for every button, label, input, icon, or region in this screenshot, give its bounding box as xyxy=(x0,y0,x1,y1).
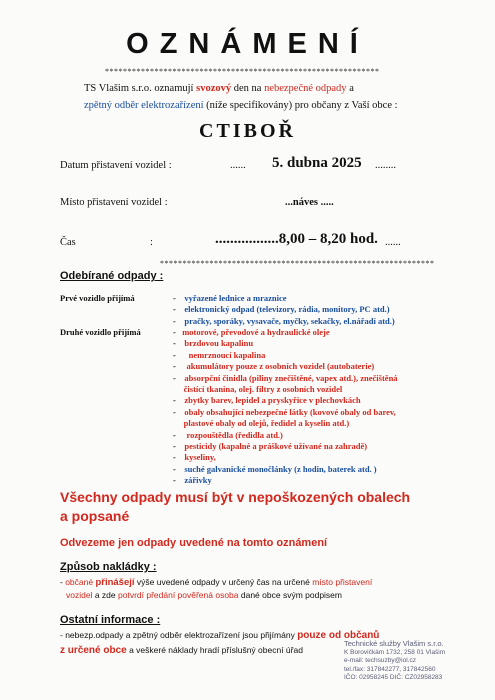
stamp-line: tel./fax: 317842277, 317842560 xyxy=(344,665,436,673)
other-citizens-only: pouze od občanů xyxy=(297,630,380,641)
list-item: brzdovou kapalinu xyxy=(184,338,254,349)
other-line-2 xyxy=(60,644,303,658)
city-name: CTIBOŘ xyxy=(199,120,296,142)
date-tail: ........ xyxy=(375,160,396,171)
list-item: pračky, sporáky, vysavače, myčky, sekačky, el.nářadí atd.) xyxy=(184,315,395,326)
method-text: a zde xyxy=(92,590,118,600)
list-item: akumulátory pouze z osobních vozidel (autobaterie) xyxy=(186,361,375,372)
time-value: .................8,00 – 8,20 hod. xyxy=(215,231,378,247)
section-heading-method: Způsob nakládky : xyxy=(60,561,157,573)
date-dots: ...... xyxy=(230,160,246,171)
intro-line-2 xyxy=(84,97,398,114)
section-heading-other: Ostatní informace : xyxy=(60,614,161,626)
list-item: vyřazené lednice a mraznice xyxy=(184,293,287,303)
method-vehicles: vozidel xyxy=(66,590,93,600)
list-item: čistící tkanina, olej. filtry z osobních vozidel xyxy=(183,384,343,395)
intro-text: a xyxy=(346,83,354,94)
other-text: - nebezp.odpady a zpětný odběr elektrozařízení jsou přijímány xyxy=(60,630,298,640)
method-text: - xyxy=(60,577,66,587)
second-vehicle-list: - motorové, převodové a hydraulické oleje - brzdovou kapalinu - nemrznoucí kapalina - akumulátory pouze z osobních vozidel (autobaterie) - absorpční činidla (piliny znečištěné, vapex atd.), znečištěná čistící tkanina, olej. filtry z osobních vozidel - zbytky barev, lepidel a pryskyřice v plechovkách - obaly obsahující nebezpečné látky (kovové obaly od barev, plastové obaly od olejů, ředidel a kyselin atd.) - rozpouštědla (ředidla atd.) - pesticidy (kapalné a práškové užívané na zahradě) - kyseliny, - suché galvanické monočlánky (z hodin, baterek atd. ) - zářivky xyxy=(173,327,398,486)
method-line-2 xyxy=(66,589,342,602)
star-divider-middle: ************************************************************* xyxy=(160,259,435,268)
second-vehicle-label: Druhé vozidlo přijímá xyxy=(60,327,141,337)
warning-packaging-line-2: a popsané xyxy=(60,508,130,524)
list-item: nemrznoucí kapalina xyxy=(188,349,266,360)
intro-svozovy: svozový xyxy=(196,83,232,94)
other-text: a veškeré náklady hradí příslušný obecní úřad xyxy=(126,645,303,655)
method-place: místo přistavení xyxy=(312,577,373,587)
intro-line-1 xyxy=(84,80,354,97)
list-item: suché galvanické monočlánky (z hodin, baterek atd. ) xyxy=(184,463,377,474)
other-specified-town: z určené obce xyxy=(60,645,127,656)
place-label: Místo přistavení vozidel : xyxy=(60,197,168,208)
time-tail: ...... xyxy=(385,237,401,248)
first-vehicle-list: - vyřazené lednice a mraznice - elektronický odpad (televizory, rádia, monitory, PC atd.) - pračky, sporáky, vysavače, myčky, sekačky, el.nářadí atd.) xyxy=(173,293,395,326)
method-confirm: potvrdí předání pověřená osoba xyxy=(118,590,239,600)
list-item: rozpouštědla (ředidla atd.) xyxy=(186,429,283,440)
list-item: zbytky barev, lepidel a pryskyřice v plechovkách xyxy=(184,395,361,406)
intro-hazardous: nebezpečné odpady xyxy=(264,83,347,94)
warning-packaging-line-1: Všechny odpady musí být v nepoškozených obalech xyxy=(60,489,411,505)
intro-text: (níže specifikovány) pro občany z Vaší obce : xyxy=(203,100,398,111)
list-item: kyseliny, xyxy=(184,452,216,463)
intro-electro: zpětný odběr elektrozařízení xyxy=(84,100,204,111)
stamp-line: K Borovičkám 1732, 258 01 Vlašim xyxy=(344,648,446,656)
intro-text: den na xyxy=(231,83,265,94)
company-stamp xyxy=(344,640,445,683)
list-item: absorpční činidla (piliny znečištěné, vapex atd.), znečištěná xyxy=(184,372,398,383)
first-vehicle-label: Prvé vozidlo přijímá xyxy=(60,293,135,303)
method-citizens: občané xyxy=(65,577,96,587)
star-divider-top: ************************************************************* xyxy=(105,67,380,76)
time-colon: : xyxy=(150,237,153,248)
notice-title: OZNÁMENÍ xyxy=(126,28,369,60)
method-text: výše uvedené odpady v určený čas na určené xyxy=(134,577,313,587)
list-item: elektronický odpad (televizory, rádia, monitory, PC atd.) xyxy=(184,304,390,315)
date-label: Datum přistavení vozidel : xyxy=(60,160,172,171)
list-item: zářivky xyxy=(184,475,212,486)
list-item: pesticidy (kapalné a práškové užívané na zahradě) xyxy=(184,441,368,452)
method-bring: přinášejí xyxy=(95,577,135,588)
section-heading-waste: Odebírané odpady : xyxy=(60,270,164,282)
stamp-line: Technické služby Vlašim s.r.o. xyxy=(344,639,444,648)
stamp-line: e-mail: techsuzby@iol.cz xyxy=(344,657,416,664)
method-text: dané obce svým podpisem xyxy=(238,590,342,600)
list-item: obaly obsahující nebezpečné látky (kovové obaly od barev, xyxy=(184,406,396,417)
date-value: 5. dubna 2025 xyxy=(272,155,362,171)
time-label: Čas xyxy=(60,237,76,248)
other-line-1 xyxy=(60,629,379,643)
method-line-1 xyxy=(60,576,372,590)
list-item: plastové obaly od olejů, ředidel a kyselin atd.) xyxy=(183,418,350,429)
list-item: motorové, převodové a hydraulické oleje xyxy=(182,327,330,337)
stamp-line: IČO: 02958245 DIČ: CZ02958283 xyxy=(344,674,443,681)
intro-text: TS Vlašim s.r.o. oznamují xyxy=(84,83,197,94)
warning-only-listed: Odvezeme jen odpady uvedené na tomto oznámení xyxy=(60,537,328,549)
place-value: ...náves ..... xyxy=(285,197,334,208)
